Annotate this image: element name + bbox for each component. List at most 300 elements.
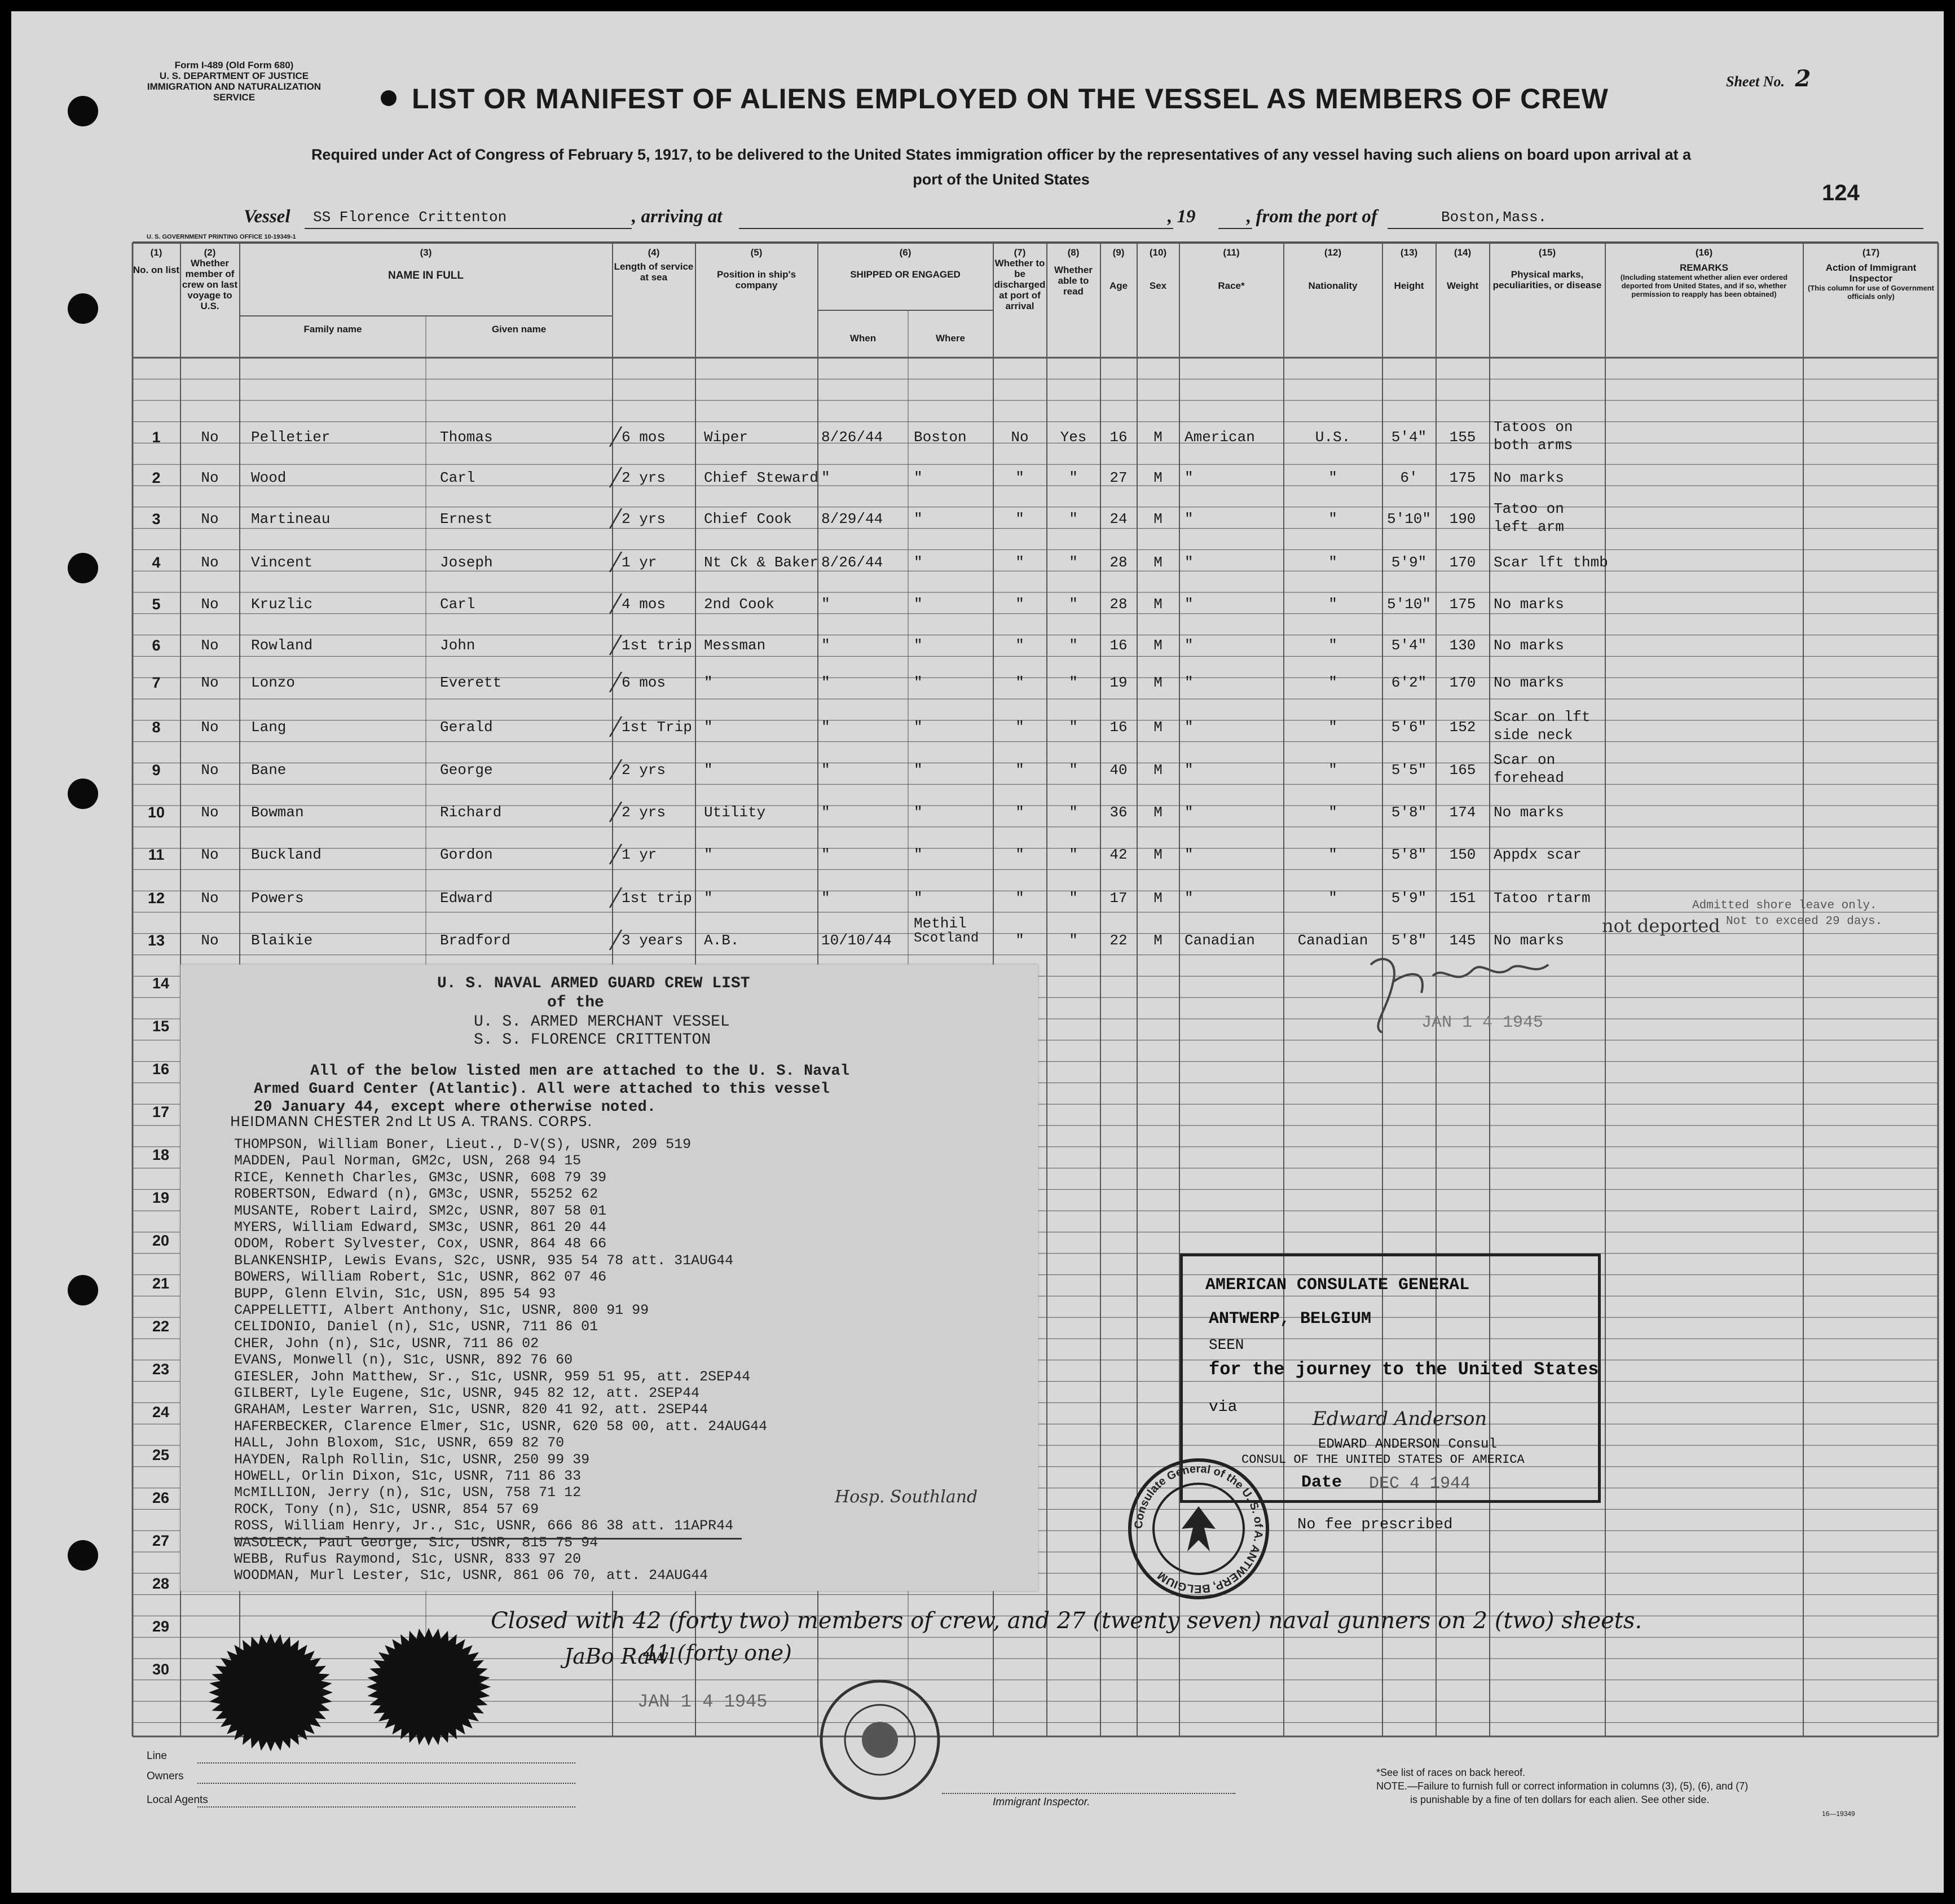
cell-race: " — [1185, 846, 1194, 863]
stamp-line: via — [1209, 1399, 1238, 1416]
cell-when: " — [821, 890, 830, 907]
slip-crew-entry: HAYDEN, Ralph Rollin, S1c, USNR, 250 99 39 — [234, 1451, 590, 1468]
col-name — [240, 247, 612, 281]
printing-office: U. S. GOVERNMENT PRINTING OFFICE 10-19349-1 — [147, 234, 296, 240]
cell-service: 3 years — [622, 932, 684, 949]
col-label: REMARKS — [1680, 262, 1728, 273]
cell-service: 1st trip — [622, 637, 692, 654]
cell-discharged: " — [1015, 762, 1024, 779]
col-num: (16) — [1695, 247, 1713, 258]
col-label: Whether to be discharged at port of arrival — [994, 258, 1046, 311]
col-num: (17) — [1862, 247, 1880, 258]
cell-discharged: " — [1015, 932, 1024, 949]
row-number: 28 — [152, 1575, 170, 1592]
slip-crew-entry: WEBB, Rufus Raymond, S1c, USNR, 833 97 20 — [234, 1551, 582, 1567]
inspector-signature — [1359, 948, 1562, 1049]
slip-crew-entry: CHER, John (n), S1c, USNR, 711 86 02 — [234, 1335, 539, 1352]
vessel-label: Vessel — [244, 206, 290, 227]
cell-service: 6 mos — [622, 674, 666, 691]
col-num: (12) — [1324, 247, 1342, 258]
cell-height: 5'4" — [1391, 637, 1427, 654]
cell-when: " — [821, 804, 830, 821]
cell-sex: M — [1153, 469, 1163, 486]
cell-sex: M — [1153, 596, 1163, 613]
cell-weight: 145 — [1449, 932, 1476, 949]
cell-read: " — [1069, 846, 1078, 863]
cell-no: 4 — [152, 554, 161, 571]
cell-discharged: " — [1015, 804, 1024, 821]
cell-position: 2nd Cook — [704, 596, 774, 613]
slip-crew-entry: BOWERS, William Robert, S1c, USNR, 862 07 46 — [234, 1269, 607, 1286]
cell-read: " — [1069, 804, 1078, 821]
slip-crew-entry: CAPPELLETTI, Albert Anthony, S1c, USNR, 800 91 99 — [234, 1302, 649, 1318]
cell-nationality: " — [1328, 469, 1337, 486]
cell-family: Wood — [251, 469, 287, 486]
col-label: SHIPPED OR ENGAGED — [850, 269, 961, 280]
inspector-date-stamp: JAN 1 4 1945 — [1421, 1013, 1544, 1032]
cell-discharged: " — [1015, 674, 1024, 691]
cell-when: 8/26/44 — [821, 554, 883, 571]
cell-position: Chief Steward — [704, 469, 818, 486]
cell-sex: M — [1153, 429, 1163, 446]
cell-given: Carl — [440, 596, 475, 613]
cell-position: Chief Cook — [704, 511, 792, 527]
cell-race: " — [1185, 469, 1194, 486]
col-label: Weight — [1446, 280, 1479, 291]
slip-crew-entry: ROSS, William Henry, Jr., S1c, USNR, 666 86 38 att. 11APR44 — [234, 1518, 734, 1534]
slip-hospital-note: Hosp. Southland — [835, 1487, 978, 1507]
closing-initials: JaBo Rawl — [564, 1644, 676, 1669]
slip-crew-entry: WOODMAN, Murl Lester, S1c, USNR, 861 06 70, att. 24AUG44 — [234, 1567, 708, 1584]
cell-marks: No marks — [1494, 469, 1564, 486]
col-label: Age — [1109, 280, 1128, 291]
cell-nationality: Canadian — [1297, 932, 1368, 949]
cell-marks: No marks — [1494, 932, 1564, 949]
cell-last: No — [201, 674, 219, 691]
slip-vessel-type: U. S. ARMED MERCHANT VESSEL — [474, 1013, 730, 1031]
cell-discharged: No — [1011, 429, 1029, 446]
cell-nationality: " — [1328, 890, 1337, 907]
cell-weight: 165 — [1449, 762, 1476, 779]
stamp-line: SEEN — [1209, 1336, 1244, 1353]
cell-position: " — [704, 846, 713, 863]
cell-weight: 130 — [1449, 637, 1476, 654]
cell-given: Ernest — [440, 511, 493, 527]
cell-where-line2: Scotland — [914, 931, 979, 946]
col-last-voyage — [180, 247, 239, 311]
arriving-label: , arriving at — [632, 206, 723, 227]
slip-crew-entry: GRAHAM, Lester Warren, S1c, USNR, 820 41 92, att. 2SEP44 — [234, 1401, 708, 1418]
row-number: 23 — [152, 1361, 170, 1378]
cell-nationality: " — [1328, 846, 1337, 863]
cell-weight: 170 — [1449, 554, 1476, 571]
cell-nationality: " — [1328, 804, 1337, 821]
consulate-seal-icon — [818, 1678, 942, 1802]
cell-marks: No marks — [1494, 804, 1564, 821]
cell-family: Pelletier — [251, 429, 331, 446]
slip-crew-entry: RICE, Kenneth Charles, GM3c, USNR, 608 79 39 — [234, 1169, 607, 1186]
cell-marks-line2: forehead — [1494, 769, 1564, 786]
stamp-line: CONSUL OF THE UNITED STATES OF AMERICA — [1241, 1453, 1525, 1467]
cell-last: No — [201, 429, 219, 446]
col-remarks — [1605, 247, 1803, 298]
cell-service: 1 yr — [622, 846, 657, 863]
cell-when: " — [821, 846, 830, 863]
embossed-seal — [367, 1628, 491, 1746]
cell-height: 5'10" — [1386, 596, 1431, 613]
cell-read: " — [1069, 932, 1078, 949]
cell-last: No — [201, 554, 219, 571]
col-label: NAME IN FULL — [388, 270, 464, 282]
cell-marks-line2: left arm — [1494, 518, 1564, 535]
cell-position: Wiper — [704, 429, 748, 446]
cell-where: " — [914, 846, 923, 863]
cell-service: 2 yrs — [622, 804, 666, 821]
stamp-line: for the journey to the United States — [1209, 1359, 1599, 1380]
cell-where: " — [914, 554, 923, 571]
cell-family: Martineau — [251, 511, 331, 527]
sheet-value: 2 — [1795, 65, 1811, 92]
col-num: (11) — [1223, 247, 1240, 258]
cell-height: 5'8" — [1391, 932, 1427, 949]
slip-intro: 20 January 44, except where otherwise noted. — [254, 1099, 656, 1116]
row-number: 24 — [152, 1404, 170, 1421]
cell-no: 9 — [152, 762, 161, 779]
cell-service: 2 yrs — [622, 511, 666, 527]
col-num: (14) — [1454, 247, 1472, 258]
cell-family: Lonzo — [251, 674, 296, 691]
col-age — [1100, 247, 1137, 291]
cell-no: 2 — [152, 469, 161, 486]
footer-line-label: Line — [147, 1750, 167, 1762]
row-number: 14 — [152, 975, 170, 992]
cell-sex: M — [1153, 762, 1163, 779]
row-number: 22 — [152, 1318, 170, 1335]
footer-note: *See list of races on back hereof. — [1376, 1767, 1526, 1778]
cell-marks: Scar on lft — [1494, 709, 1591, 725]
row-number: 25 — [152, 1446, 170, 1463]
slip-intro: Armed Guard Center (Atlantic). All were attached to this vessel — [254, 1081, 830, 1098]
cell-given: Edward — [440, 890, 493, 907]
row-number: 30 — [152, 1661, 170, 1678]
col-num: (15) — [1538, 247, 1556, 258]
cell-discharged: " — [1015, 890, 1024, 907]
slip-crew-entry: BUPP, Glenn Elvin, S1c, USN, 895 54 93 — [234, 1285, 556, 1302]
cell-height: 5'5" — [1391, 762, 1427, 779]
cell-when: " — [821, 674, 830, 691]
cell-read: " — [1069, 554, 1078, 571]
closing-statement: Closed with 42 (forty two) members of crew, and 27 (twenty seven) naval gunners on 2 (two) sheets. — [491, 1608, 1643, 1634]
cell-height: 5'6" — [1391, 719, 1427, 736]
consulate-seal-icon — [1125, 1456, 1272, 1602]
col-family-name: Family name — [303, 324, 362, 335]
col-discharged — [993, 247, 1046, 311]
footer-note: NOTE.—Failure to furnish full or correct information in columns (3), (5), (6), and (7) — [1376, 1780, 1749, 1792]
col-num: (2) — [204, 247, 216, 258]
col-num: (6) — [899, 247, 912, 258]
cell-weight: 170 — [1449, 674, 1476, 691]
cell-given: John — [440, 637, 475, 654]
cell-no: 6 — [152, 637, 161, 654]
slip-handwritten-entry: HEIDMANN CHESTER 2nd Lt US A. TRANS. CORPS. — [230, 1114, 593, 1129]
cell-where: " — [914, 674, 923, 691]
cell-sex: M — [1153, 890, 1163, 907]
cell-given: Richard — [440, 804, 502, 821]
cell-family: Powers — [251, 890, 304, 907]
cell-sex: M — [1153, 511, 1163, 527]
cell-last: No — [201, 932, 219, 949]
ross-strikeout — [234, 1538, 742, 1540]
closing-date-stamp: JAN 1 4 1945 — [637, 1691, 768, 1712]
cell-race: " — [1185, 511, 1194, 527]
col-label: Whether able to read — [1054, 265, 1093, 297]
row-number: 19 — [152, 1189, 170, 1206]
cell-sex: M — [1153, 846, 1163, 863]
cell-read: " — [1069, 511, 1078, 527]
cell-race: " — [1185, 804, 1194, 821]
cell-height: 5'8" — [1391, 846, 1427, 863]
slip-title: U. S. NAVAL ARMED GUARD CREW LIST — [437, 975, 750, 992]
col-label: Position in ship's company — [716, 269, 796, 291]
stamp-line: AMERICAN CONSULATE GENERAL — [1205, 1276, 1470, 1295]
cell-height: 5'9" — [1391, 890, 1427, 907]
cell-height: 5'9" — [1391, 554, 1427, 571]
cell-discharged: " — [1015, 596, 1024, 613]
cell-marks: Tatoo on — [1494, 500, 1564, 517]
cell-when: 8/26/44 — [821, 429, 883, 446]
cell-no: 13 — [147, 932, 165, 949]
footer-agents-field — [197, 1806, 575, 1808]
cell-family: Buckland — [251, 846, 322, 863]
cell-no: 10 — [147, 804, 165, 821]
cell-weight: 175 — [1449, 469, 1476, 486]
col-label: Length of service at sea — [614, 261, 694, 283]
cell-family: Kruzlic — [251, 596, 313, 613]
cell-height: 6' — [1400, 469, 1418, 486]
col-num: (4) — [648, 247, 660, 258]
footer-owners-field — [197, 1783, 575, 1784]
row-number: 15 — [152, 1018, 170, 1035]
col-given-name: Given name — [491, 324, 547, 335]
closing-correction: 41 (forty one) — [643, 1641, 792, 1665]
cell-race: " — [1185, 719, 1194, 736]
cell-sex: M — [1153, 637, 1163, 654]
cell-sex: M — [1153, 674, 1163, 691]
cell-marks: Scar lft thmb — [1494, 554, 1608, 571]
cell-service: 1st trip — [622, 890, 692, 907]
cell-position: Messman — [704, 637, 766, 654]
slip-crew-entry: MADDEN, Paul Norman, GM2c, USN, 268 94 15 — [234, 1153, 582, 1169]
cell-when: " — [821, 596, 830, 613]
vessel-value: SS Florence Crittenton — [313, 209, 507, 226]
cell-nationality: " — [1328, 719, 1337, 736]
cell-marks: No marks — [1494, 596, 1564, 613]
not-deported-note: not deported — [1602, 915, 1720, 936]
cell-marks: No marks — [1494, 637, 1564, 654]
cell-family: Blaikie — [251, 932, 313, 949]
col-num: (7) — [1014, 247, 1026, 258]
cell-weight: 151 — [1449, 890, 1476, 907]
cell-nationality: " — [1328, 674, 1337, 691]
slip-crew-entry: ODOM, Robert Sylvester, Cox, USNR, 864 48 66 — [234, 1235, 607, 1252]
cell-discharged: " — [1015, 719, 1024, 736]
shore-leave-note: Admitted shore leave only. — [1692, 899, 1877, 912]
cell-nationality: " — [1328, 762, 1337, 779]
cell-read: " — [1069, 890, 1078, 907]
cell-family: Bowman — [251, 804, 304, 821]
cell-age: 42 — [1109, 846, 1128, 863]
cell-given: Gordon — [440, 846, 493, 863]
cell-service: 4 mos — [622, 596, 666, 613]
slip-crew-entry: EVANS, Monwell (n), S1c, USNR, 892 76 60 — [234, 1352, 573, 1369]
row-number: 26 — [152, 1489, 170, 1506]
cell-where: " — [914, 762, 923, 779]
sheet-label: Sheet No. — [1726, 73, 1785, 90]
cell-marks: Appdx scar — [1494, 846, 1582, 863]
cell-race: Canadian — [1185, 932, 1255, 949]
slip-crew-entry: GIESLER, John Matthew, Sr., S1c, USNR, 959 51 95, att. 2SEP44 — [234, 1368, 751, 1385]
row-number: 20 — [152, 1232, 170, 1249]
cell-age: 28 — [1109, 554, 1128, 571]
col-position — [695, 247, 817, 291]
cell-no: 7 — [152, 674, 161, 691]
cell-discharged: " — [1015, 511, 1024, 527]
cell-read: Yes — [1060, 429, 1087, 446]
cell-weight: 155 — [1449, 429, 1476, 446]
cell-no: 11 — [148, 846, 165, 863]
cell-last: No — [201, 762, 219, 779]
cell-weight: 175 — [1449, 596, 1476, 613]
slip-of: of the — [547, 994, 604, 1012]
cell-when: " — [821, 762, 830, 779]
cell-family: Rowland — [251, 637, 313, 654]
cell-when: 10/10/44 — [821, 932, 892, 949]
col-when: When — [849, 333, 877, 344]
col-sex — [1137, 247, 1179, 291]
col-shipped — [818, 247, 993, 280]
stamp-date-label: Date — [1301, 1473, 1342, 1492]
footer-line-field — [197, 1762, 575, 1764]
cell-sex: M — [1153, 719, 1163, 736]
cell-position: Nt Ck & Baker — [704, 554, 818, 571]
col-note: (This column for use of Government officials only) — [1808, 284, 1934, 301]
cell-service: 1st Trip — [622, 719, 692, 736]
cell-race: American — [1185, 429, 1255, 446]
col-num: (8) — [1067, 247, 1080, 258]
cell-race: " — [1185, 637, 1194, 654]
slip-crew-entry: WASOLECK, Paul George, S1c, USNR, 815 75 94 — [234, 1534, 598, 1551]
col-num: (3) — [420, 247, 432, 258]
col-service — [613, 247, 695, 283]
stamp-date: DEC 4 1944 — [1369, 1474, 1471, 1493]
cell-last: No — [201, 637, 219, 654]
consul-signature: Edward Anderson — [1313, 1408, 1487, 1430]
stamp-line: ANTWERP, BELGIUM — [1209, 1309, 1372, 1329]
cell-position: " — [704, 674, 713, 691]
slip-crew-entry: ROBERTSON, Edward (n), GM3c, USNR, 55252 62 — [234, 1186, 598, 1203]
cell-where: " — [914, 511, 923, 527]
col-note: (Including statement whether alien ever ordered deported from United States, and if so, whether permission to reapply has been obtained) — [1620, 273, 1788, 298]
cell-sex: M — [1153, 804, 1163, 821]
col-label: Sex — [1149, 280, 1167, 291]
cell-no: 5 — [152, 596, 161, 613]
cell-last: No — [201, 596, 219, 613]
row-number: 16 — [152, 1061, 170, 1078]
cell-service: 2 yrs — [622, 469, 666, 486]
slip-crew-entry: GILBERT, Lyle Eugene, S1c, USNR, 945 82 12, att. 2SEP44 — [234, 1385, 700, 1401]
col-num: (13) — [1400, 247, 1418, 258]
cell-nationality: " — [1328, 511, 1337, 527]
embossed-seal — [209, 1634, 333, 1752]
cell-age: 16 — [1109, 637, 1128, 654]
cell-discharged: " — [1015, 846, 1024, 863]
cell-height: 6'2" — [1391, 674, 1427, 691]
cell-marks: Scar on — [1494, 751, 1556, 768]
subtitle-line: port of the United States — [913, 171, 1090, 188]
cell-when: " — [821, 719, 830, 736]
cell-where: " — [914, 469, 923, 486]
cell-discharged: " — [1015, 469, 1024, 486]
row-number: 29 — [152, 1618, 170, 1635]
cell-read: " — [1069, 469, 1078, 486]
col-num: (9) — [1112, 247, 1125, 258]
cell-race: " — [1185, 890, 1194, 907]
page-title: LIST OR MANIFEST OF ALIENS EMPLOYED ON THE VESSEL AS MEMBERS OF CREW — [412, 83, 1609, 115]
footer-owners-label: Owners — [147, 1770, 184, 1782]
cell-given: Joseph — [440, 554, 493, 571]
cell-where: " — [914, 637, 923, 654]
row-number: 27 — [152, 1532, 170, 1549]
cell-where: Boston — [914, 429, 967, 446]
cell-nationality: " — [1328, 637, 1337, 654]
cell-discharged: " — [1015, 637, 1024, 654]
footer-form-code: 16—19349 — [1822, 1810, 1855, 1818]
cell-when: " — [821, 637, 830, 654]
cell-no: 8 — [152, 719, 161, 736]
cell-read: " — [1069, 637, 1078, 654]
col-num: (10) — [1149, 247, 1167, 258]
cell-last: No — [201, 719, 219, 736]
cell-where: " — [914, 804, 923, 821]
col-label: Nationality — [1308, 280, 1358, 291]
cell-last: No — [201, 890, 219, 907]
cell-age: 24 — [1109, 511, 1128, 527]
cell-weight: 190 — [1449, 511, 1476, 527]
cell-age: 16 — [1109, 719, 1128, 736]
col-num: (1) — [150, 247, 162, 258]
cell-sex: M — [1153, 932, 1163, 949]
cell-no: 3 — [152, 511, 161, 527]
cell-given: Everett — [440, 674, 502, 691]
cell-discharged: " — [1015, 554, 1024, 571]
cell-read: " — [1069, 762, 1078, 779]
cell-marks: No marks — [1494, 674, 1564, 691]
slip-crew-entry: THOMPSON, William Boner, Lieut., D-V(S), USNR, 209 519 — [234, 1136, 692, 1153]
cell-family: Vincent — [251, 554, 313, 571]
slip-crew-entry: McMILLION, Jerry (n), S1c, USN, 758 71 12 — [234, 1484, 582, 1501]
fee-note: No fee prescribed — [1297, 1516, 1453, 1533]
col-nationality — [1284, 247, 1382, 291]
cell-given: Gerald — [440, 719, 493, 736]
col-no — [133, 247, 180, 275]
stamp-line: EDWARD ANDERSON Consul — [1318, 1437, 1497, 1452]
cell-service: 2 yrs — [622, 762, 666, 779]
cell-given: Carl — [440, 469, 475, 486]
cell-marks: Tatoos on — [1494, 419, 1573, 436]
cell-where: " — [914, 890, 923, 907]
cell-nationality: " — [1328, 554, 1337, 571]
cell-age: 40 — [1109, 762, 1128, 779]
